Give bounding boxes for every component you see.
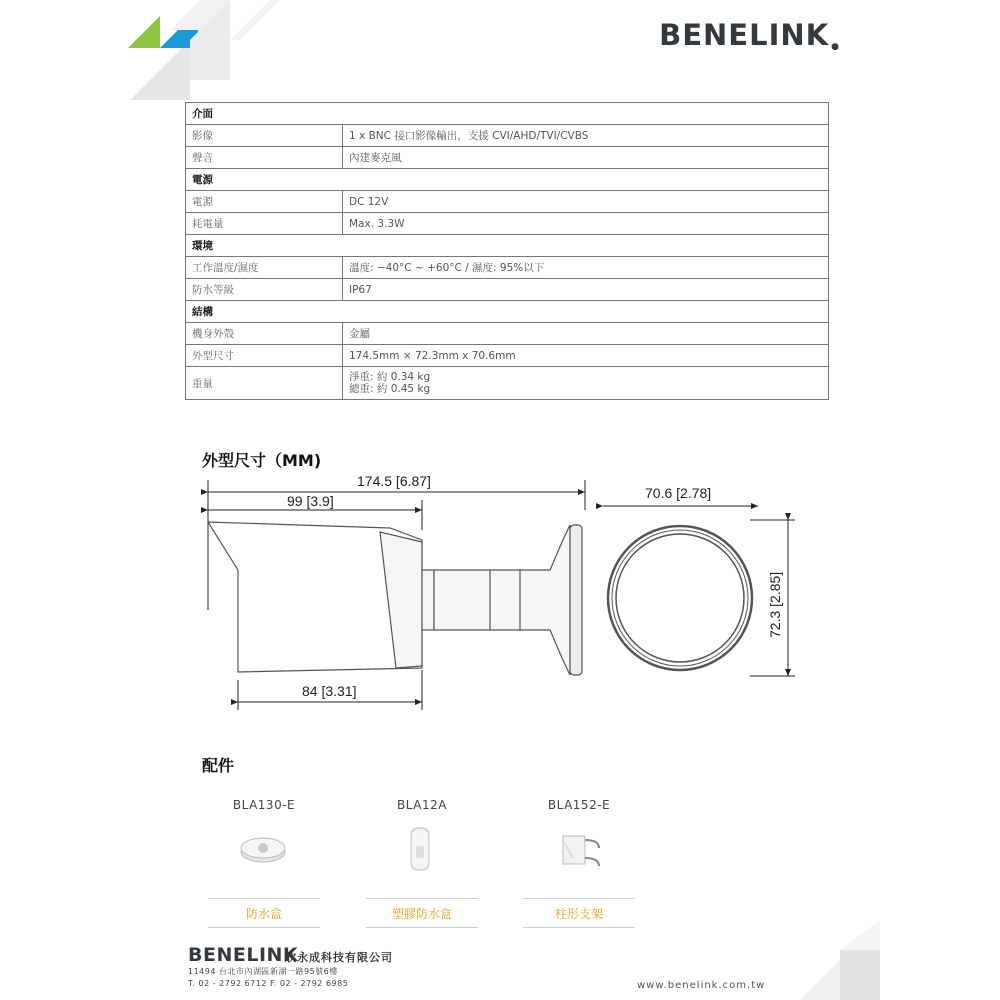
footer-address: 11494 台北市內湖區新湖一路95號6樓: [188, 967, 338, 976]
spec-row: [186, 323, 829, 345]
spec-section-row: [186, 235, 829, 257]
spec-row: [186, 191, 829, 213]
footer-phone: T. 02 - 2792 6712 F. 02 - 2792 6985: [188, 979, 349, 988]
dimension-diagram: [190, 470, 810, 720]
spec-value: 金屬: [343, 323, 829, 345]
spec-label: 電源: [186, 191, 343, 213]
accessory-model-2: BLA12A: [397, 798, 447, 812]
accessory-caption-2: 塑膠防水盒: [366, 898, 478, 928]
spec-value: DC 12V: [343, 191, 829, 213]
spec-label: 防水等級: [186, 279, 343, 301]
accessory-caption-1: 防水盒: [208, 898, 320, 928]
spec-label: 機身外殼: [186, 323, 343, 345]
spec-row: [186, 345, 829, 367]
junction-box-icon: [238, 824, 288, 874]
spec-label: 聲音: [186, 147, 343, 169]
corner-decoration-top: [120, 0, 280, 110]
spec-row: [186, 147, 829, 169]
spec-value: 174.5mm × 72.3mm x 70.6mm: [343, 345, 829, 367]
spec-value: 溫度: −40°C ~ +60°C / 濕度: 95%以下: [343, 257, 829, 279]
dimensions-heading: 外型尺寸（MM): [202, 451, 322, 470]
dim-body-length: 99 [3.9]: [287, 493, 334, 509]
footer-website: www.benelink.com.tw: [637, 980, 766, 991]
spec-label: 工作溫度/濕度: [186, 257, 343, 279]
spec-value: IP67: [343, 279, 829, 301]
spec-section-row: [186, 169, 829, 191]
spec-label: 耗電量: [186, 213, 343, 235]
spec-row: [186, 257, 829, 279]
dim-bottom-length: 84 [3.31]: [302, 683, 357, 699]
spec-value-line: 總重: 約 0.45 kg: [349, 383, 431, 395]
dim-total-length: 174.5 [6.87]: [357, 473, 431, 489]
pole-mount-icon: [555, 824, 605, 874]
brand-logo: BENELINK ●: [659, 18, 840, 52]
dim-height: 72.3 [2.85]: [767, 571, 783, 638]
spec-row: [186, 213, 829, 235]
footer-logo: BENELINK: [188, 944, 299, 966]
accessories-heading: 配件: [202, 756, 235, 775]
spec-label: 影像: [186, 125, 343, 147]
spec-label: 外型尺寸: [186, 345, 343, 367]
spec-section-row: [186, 103, 829, 125]
spec-row: [186, 279, 829, 301]
spec-value: 內建麥克風: [343, 147, 829, 169]
spec-value: Max. 3.3W: [343, 213, 829, 235]
spec-section-title: 電源: [186, 169, 829, 191]
corner-decoration-bottom: [780, 920, 900, 1000]
spec-row: [186, 367, 829, 400]
spec-value-line: 淨重: 約 0.34 kg: [349, 371, 431, 383]
spec-table: [185, 102, 829, 400]
spec-value: 1 x BNC 接口影像輸出，支援 CVI/AHD/TVI/CVBS: [343, 125, 829, 147]
accessory-model-1: BLA130-E: [232, 798, 296, 812]
footer-company: 欣永成科技有限公司: [285, 951, 393, 964]
dim-width: 70.6 [2.78]: [645, 485, 712, 501]
spec-section-title: 介面: [186, 103, 829, 125]
accessory-caption-3: 柱形支架: [523, 898, 635, 928]
spec-section-row: [186, 301, 829, 323]
spec-section-title: 環境: [186, 235, 829, 257]
spec-section-title: 結構: [186, 301, 829, 323]
accessory-model-3: BLA152-E: [547, 798, 611, 812]
spec-label: 重量: [186, 367, 343, 400]
plastic-box-icon: [405, 824, 435, 874]
spec-row: [186, 125, 829, 147]
spec-value: [343, 367, 829, 400]
